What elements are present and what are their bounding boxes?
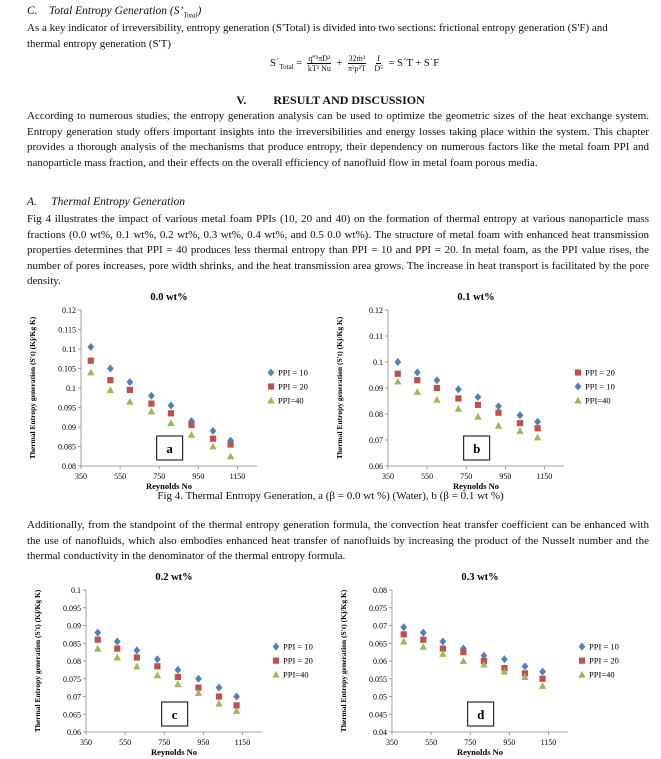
data-point-diamond — [439, 637, 446, 645]
data-point-square — [210, 436, 216, 442]
formula-f3-den: D⁵ — [374, 64, 383, 73]
legend-label: PPI=40 — [589, 669, 615, 680]
data-point-diamond — [195, 675, 202, 683]
formula-fraction-2 — [347, 54, 367, 73]
x-tick-label: 750 — [460, 472, 473, 481]
legend-marker-diamond — [268, 369, 275, 377]
x-tick-label: 550 — [119, 738, 132, 747]
data-point-triangle — [400, 638, 407, 645]
data-point-diamond — [433, 376, 440, 384]
y-tick-label: 0.065 — [63, 710, 81, 720]
section-v-number: V. — [236, 93, 247, 107]
x-tick-label: 950 — [499, 472, 512, 481]
y-tick-label: 0.09 — [67, 621, 81, 631]
data-point-triangle — [126, 398, 133, 405]
legend-marker-triangle — [267, 397, 274, 404]
chart-d — [336, 568, 648, 758]
section-v-paragraph: According to numerous studies, the entropy generation analysis can be used to optimize the geometric sizes of the heat exchange system. Entropy generation study offers important insights into the irreversibilities and energy losses taking place within the system. This chapter provides a thorough analysis of the mechanisms that produce entropy, their dependency on numerous factors like the metal foam PPI and nanoparticle mass fraction, and their effects on the overall efficiency of nanofluid flow in metal foam porous media. — [27, 110, 649, 169]
data-point-triangle — [420, 643, 427, 650]
data-point-triangle — [114, 654, 121, 661]
data-point-triangle — [534, 434, 541, 441]
data-point-square — [535, 425, 541, 431]
section-a-letter: A. — [27, 196, 37, 208]
data-point-triangle — [215, 700, 222, 707]
data-point-triangle — [394, 378, 401, 385]
section-a-title: Thermal Entropy Generation — [51, 196, 186, 208]
data-point-diamond — [455, 385, 462, 393]
data-point-triangle — [227, 452, 234, 459]
y-tick-label: 0.08 — [373, 586, 387, 595]
y-tick-label: 0.11 — [62, 345, 76, 354]
data-point-square — [517, 420, 523, 426]
legend-label: PPI = 10 — [278, 367, 308, 378]
y-tick-label: 0.04 — [373, 728, 387, 737]
data-point-triangle — [167, 419, 174, 426]
legend-marker-diamond — [579, 643, 586, 651]
section-c-line-1: As a key indicator of irreversibility, entropy generation (S'Total) is divided into two sections: frictional entropy generation (S'F) and — [27, 22, 608, 34]
x-axis-title: Reynolds No — [150, 747, 198, 757]
data-point-square — [475, 402, 481, 408]
y-tick-label: 0.065 — [369, 639, 387, 649]
y-tick-label: 0.09 — [62, 423, 76, 432]
data-point-diamond — [168, 402, 175, 410]
y-tick-label: 0.105 — [58, 364, 76, 374]
data-point-triangle — [433, 396, 440, 403]
x-tick-label: 350 — [386, 738, 398, 747]
data-point-diamond — [216, 684, 223, 692]
data-point-square — [88, 358, 94, 364]
x-axis-title: Reynolds No — [456, 747, 504, 757]
data-point-square — [114, 645, 120, 651]
y-tick-label: 0.06 — [369, 462, 383, 471]
data-point-triangle — [148, 408, 155, 415]
data-point-square — [154, 663, 160, 669]
data-point-square — [395, 371, 401, 377]
section-c-line-2: thermal entropy generation (S'T) — [27, 37, 172, 50]
legend-label: PPI = 20 — [585, 367, 615, 378]
data-point-diamond — [394, 358, 401, 366]
legend-label: PPI=40 — [585, 395, 611, 406]
formula-eq: = — [296, 57, 303, 69]
data-point-diamond — [233, 693, 240, 701]
data-point-square — [168, 410, 174, 416]
section-v-title: RESULT AND DISCUSSION — [273, 93, 425, 107]
legend-label: PPI = 20 — [589, 655, 619, 666]
data-point-triangle — [107, 386, 114, 393]
data-point-diamond — [210, 427, 217, 435]
y-tick-label: 0.07 — [373, 621, 387, 631]
data-point-diamond — [517, 411, 524, 419]
y-tick-label: 0.075 — [369, 603, 387, 613]
data-point-square — [175, 674, 181, 680]
data-point-square — [216, 693, 222, 699]
x-tick-label: 750 — [464, 738, 477, 747]
section-a-heading — [27, 196, 185, 208]
section-a-paragraph: Fig 4 illustrates the impact of various metal foam PPIs (10, 20 and 40) on the formation of thermal entropy at various nanoparticle mass fractions (0.0 wt%, 0.1 wt%, 0.2 wt%, 0.3 wt%, 0.4 wt%, and 0.5 0.0 wt%). The structure of metal foam with enhanced heat transmission properties determines that PPI = 40 produces less thermal entropy than PPI = 10 and PPI = 20. In metal foam, as the PPI value rises, the number of pores increases, pore width shrinks, and the heat transmission area grows. The increase in heat transport is facilitated by the pore density. — [27, 213, 649, 287]
chart-title: 0.2 wt% — [155, 572, 193, 583]
data-point-square — [127, 387, 133, 393]
legend-marker-square — [273, 658, 279, 664]
formula-f3-num: f — [377, 54, 381, 63]
data-point-square — [414, 377, 420, 383]
data-point-triangle — [87, 369, 94, 376]
x-tick-label: 950 — [197, 738, 210, 747]
y-tick-label: 0.045 — [369, 710, 387, 720]
legend-marker-diamond — [575, 383, 582, 391]
data-point-diamond — [94, 629, 101, 637]
legend-label: PPI=40 — [278, 395, 304, 406]
y-tick-label: 0.07 — [67, 692, 81, 702]
x-axis-title: Reynolds No — [145, 481, 193, 491]
x-tick-label: 1150 — [540, 738, 557, 747]
formula-lhs: S´ — [270, 57, 280, 69]
data-point-square — [455, 395, 461, 401]
x-tick-label: 750 — [158, 738, 171, 747]
x-tick-label: 350 — [80, 738, 92, 747]
data-point-triangle — [495, 422, 502, 429]
data-point-square — [228, 441, 234, 447]
legend-label: PPI=40 — [283, 669, 309, 680]
panel-label: b — [473, 441, 481, 456]
y-tick-label: 0.1 — [373, 358, 383, 367]
y-tick-label: 0.08 — [67, 657, 81, 666]
legend-label: PPI = 20 — [283, 655, 313, 666]
legend-marker-square — [575, 369, 581, 375]
data-point-diamond — [501, 655, 508, 663]
formula-f1-den: kT² Nu — [307, 64, 331, 73]
x-tick-label: 750 — [153, 472, 166, 481]
x-tick-label: 1150 — [229, 472, 246, 481]
entropy-formula — [270, 54, 439, 73]
y-axis-title: Thermal Entropy generation (S't) (Kj/Kg K) — [339, 589, 348, 733]
legend-label: PPI = 10 — [589, 641, 619, 652]
data-point-square — [539, 676, 545, 682]
data-point-diamond — [148, 392, 155, 400]
chart-a — [25, 288, 335, 492]
data-point-triangle — [455, 405, 462, 412]
y-tick-label: 0.085 — [58, 442, 76, 452]
data-point-diamond — [126, 378, 133, 386]
y-tick-label: 0.12 — [369, 306, 383, 315]
panel-label: c — [171, 707, 178, 722]
data-point-square — [401, 631, 407, 637]
y-tick-label: 0.075 — [63, 674, 81, 684]
data-point-triangle — [516, 427, 523, 434]
data-point-diamond — [414, 368, 421, 376]
data-point-triangle — [188, 431, 195, 438]
y-tick-label: 0.07 — [369, 436, 383, 445]
formula-rhs: = S´T + S´F — [388, 57, 440, 69]
legend-marker-square — [579, 658, 585, 664]
y-tick-label: 0.08 — [62, 462, 76, 471]
data-point-diamond — [495, 402, 502, 410]
formula-f2-num: 32ṁ³ — [348, 54, 366, 63]
formula-plus: + — [336, 57, 343, 69]
x-tick-label: 550 — [425, 738, 438, 747]
data-point-square — [134, 654, 140, 660]
data-point-triangle — [209, 443, 216, 450]
data-point-square — [434, 385, 440, 391]
y-tick-label: 0.115 — [58, 325, 76, 335]
data-point-diamond — [175, 666, 182, 674]
x-tick-label: 350 — [382, 472, 394, 481]
data-point-square — [148, 401, 154, 407]
y-axis-title: Thermal Entropy generation (S't) (Kj/Kg K) — [335, 316, 344, 460]
data-point-square — [460, 649, 466, 655]
data-point-diamond — [400, 623, 407, 631]
y-tick-label: 0.055 — [369, 674, 387, 684]
legend-marker-square — [268, 383, 274, 389]
data-point-diamond — [522, 662, 529, 670]
y-tick-label: 0.1 — [66, 384, 76, 393]
legend-marker-triangle — [574, 397, 581, 404]
data-point-triangle — [154, 671, 161, 678]
y-tick-label: 0.11 — [369, 332, 383, 341]
legend-marker-triangle — [578, 671, 585, 678]
section-c-letter: C. — [27, 5, 38, 17]
section-c-title-close: ) — [197, 5, 202, 17]
data-point-square — [107, 377, 113, 383]
data-point-triangle — [414, 388, 421, 395]
formula-lhs-sub: Total — [279, 63, 294, 71]
data-point-square — [95, 637, 101, 643]
data-point-triangle — [474, 413, 481, 420]
data-point-square — [188, 422, 194, 428]
x-tick-label: 1150 — [234, 738, 251, 747]
data-point-diamond — [475, 393, 482, 401]
legend-label: PPI = 10 — [283, 641, 313, 652]
x-tick-label: 550 — [114, 472, 127, 481]
data-point-diamond — [114, 637, 121, 645]
data-point-triangle — [460, 657, 467, 664]
legend-marker-diamond — [273, 643, 280, 651]
y-tick-label: 0.08 — [369, 410, 383, 419]
section-c-heading — [27, 5, 201, 19]
panel-label: a — [166, 441, 173, 456]
data-point-diamond — [420, 629, 427, 637]
y-tick-label: 0.085 — [63, 639, 81, 649]
formula-f2-den: π²ρ²T — [348, 64, 366, 73]
x-tick-label: 1150 — [536, 472, 553, 481]
panel-label: d — [477, 707, 485, 722]
x-tick-label: 350 — [75, 472, 87, 481]
section-c-title: Total Entropy Generation (S’ — [49, 5, 184, 17]
y-tick-label: 0.09 — [369, 384, 383, 393]
y-axis-title: Thermal Entropy generation (S't) (Kj/Kg K) — [28, 316, 37, 460]
additional-paragraph: Additionally, from the standpoint of the thermal entropy generation formula, the convection heat transfer coefficient can be enhanced with the use of nanofluids, which also embodies enhanced heat transfer of nanofluids by increasing the product of the Nusselt number and the thermal conductivity in the denominator of the thermal entropy formula. — [27, 519, 649, 562]
x-tick-label: 950 — [192, 472, 205, 481]
chart-b — [332, 288, 642, 492]
y-tick-label: 0.05 — [373, 692, 387, 702]
y-tick-label: 0.06 — [373, 657, 387, 666]
chart-title: 0.0 wt% — [150, 292, 188, 303]
data-point-diamond — [107, 365, 114, 373]
data-point-triangle — [174, 680, 181, 687]
formula-fraction-1 — [307, 54, 332, 73]
legend-marker-triangle — [272, 671, 279, 678]
y-tick-label: 0.095 — [58, 403, 76, 413]
formula-f1-num: q‴²πD² — [308, 54, 331, 63]
section-v-heading — [0, 93, 661, 108]
data-point-square — [495, 410, 501, 416]
figure-caption: Fig 4. Thermal Entropy Generation, a (β = 0.0 wt %) (Water), b (β = 0.1 wt %) — [157, 490, 504, 502]
y-tick-label: 0.12 — [62, 306, 76, 315]
data-point-diamond — [534, 418, 541, 426]
data-point-diamond — [154, 655, 161, 663]
section-c-title-sub: Total — [183, 11, 198, 20]
data-point-diamond — [539, 668, 546, 676]
data-point-diamond — [87, 343, 94, 351]
chart-c — [30, 568, 342, 758]
section-c-paragraph — [27, 21, 647, 52]
y-tick-label: 0.1 — [71, 586, 81, 595]
y-tick-label: 0.095 — [63, 603, 81, 613]
legend-label: PPI = 10 — [585, 381, 615, 392]
data-point-triangle — [133, 663, 140, 670]
data-point-triangle — [94, 645, 101, 652]
legend-label: PPI = 20 — [278, 381, 308, 392]
chart-title: 0.1 wt% — [457, 292, 495, 303]
formula-fraction-3 — [373, 54, 384, 73]
data-point-square — [420, 637, 426, 643]
chart-title: 0.3 wt% — [461, 572, 499, 583]
data-point-triangle — [539, 682, 546, 689]
x-axis-title: Reynolds No — [452, 481, 500, 491]
data-point-diamond — [133, 646, 140, 654]
y-tick-label: 0.06 — [67, 728, 81, 737]
y-axis-title: Thermal Entropy generation (S't) (Kj/Kg K) — [33, 589, 42, 733]
x-tick-label: 950 — [503, 738, 516, 747]
x-tick-label: 550 — [421, 472, 434, 481]
